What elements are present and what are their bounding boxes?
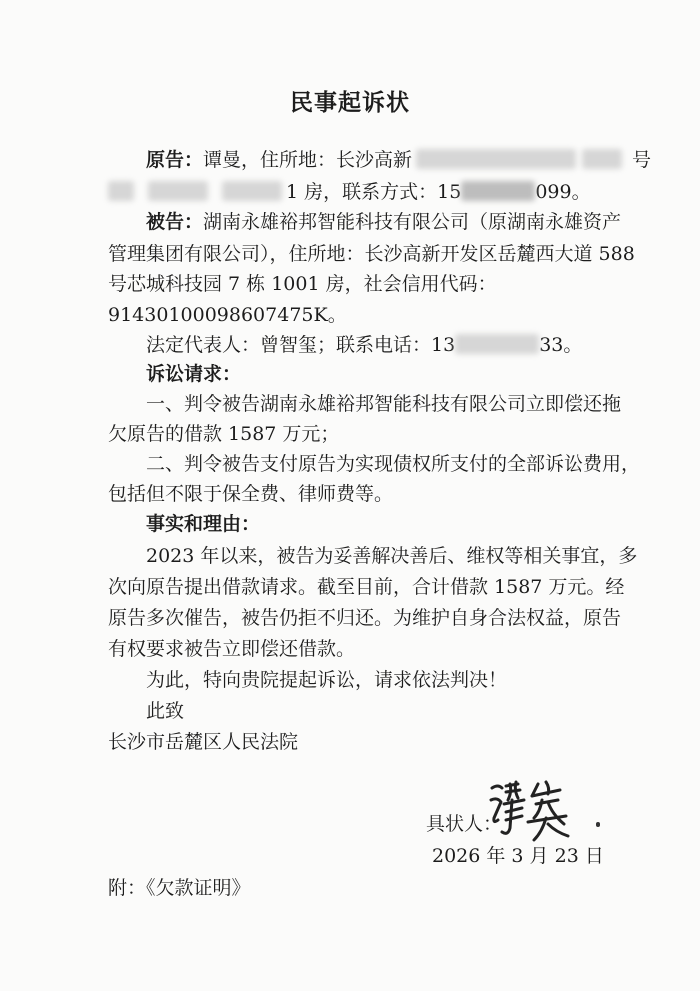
facts-heading: 事实和理由：	[146, 513, 261, 535]
signing-date: 2026 年 3 月 23 日	[432, 845, 604, 867]
plaintiff-phone-tail: 099。	[535, 181, 591, 203]
plaintiff-line-2	[108, 180, 591, 204]
defendant-line-1	[146, 210, 621, 234]
redacted-phone-block	[461, 181, 535, 201]
claim-1-line-2: 欠原告的借款 1587 万元；	[108, 423, 340, 445]
signer-label: 具状人：	[426, 813, 503, 835]
plaintiff-line-1	[146, 148, 651, 172]
redacted-rep-phone	[455, 334, 539, 354]
redacted-address-block	[416, 149, 576, 169]
defendant-line-2: 管理集团有限公司），住所地：长沙高新开发区岳麓西大道 588	[108, 243, 635, 265]
court-name: 长沙市岳麓区人民法院	[108, 731, 299, 753]
redacted-address-block-2	[582, 149, 622, 169]
facts-line-1: 2023 年以来，被告为妥善解决善后、维权等相关事宜，多	[146, 545, 638, 567]
facts-line-2: 次向原告提出借款请求。截至目前，合计借款 1587 万元。经	[108, 576, 625, 598]
attachment-line: 附：《欠款证明》	[108, 877, 251, 899]
handwritten-signature	[488, 778, 580, 844]
claim-2-line-1: 二、判令被告支付原告为实现债权所支付的全部诉讼费用，	[146, 453, 641, 475]
redacted-address-block-5	[222, 181, 282, 201]
plaintiff-label: 原告：	[146, 149, 204, 171]
respectfully-submitted: 此致	[146, 700, 185, 722]
legal-representative-text: 法定代表人：曾智玺；联系电话：13	[146, 334, 456, 356]
claim-2-line-2: 包括但不限于保全费、律师费等。	[108, 483, 394, 505]
legal-representative-line	[146, 333, 582, 357]
document-title: 民事起诉状	[290, 90, 410, 116]
redacted-address-block-3	[108, 181, 134, 201]
legal-representative-phone-tail: 33。	[539, 334, 583, 356]
plaintiff-address-tail: 号	[632, 149, 652, 171]
ink-dot	[596, 822, 600, 827]
plaintiff-room-contact: 1 房，联系方式：15	[286, 181, 462, 203]
defendant-line-3: 号芯城科技园 7 栋 1001 房，社会信用代码：	[108, 273, 497, 295]
defendant-credit-code: 91430100098607475K。	[108, 304, 347, 326]
facts-line-5: 为此，特向贵院提起诉讼，请求依法判决！	[146, 669, 508, 691]
defendant-name: 湖南永雄裕邦智能科技有限公司（原湖南永雄资产	[203, 211, 622, 233]
plaintiff-name-address: 谭曼，住所地：长沙高新	[203, 149, 413, 171]
defendant-label: 被告：	[146, 211, 204, 233]
facts-line-3: 原告多次催告，被告仍拒不归还。为维护自身合法权益，原告	[108, 607, 622, 629]
facts-line-4: 有权要求被告立即偿还借款。	[108, 638, 356, 660]
claim-1-line-1: 一、判令被告湖南永雄裕邦智能科技有限公司立即偿还拖	[146, 393, 622, 415]
redacted-address-block-4	[148, 181, 208, 201]
claims-heading: 诉讼请求：	[146, 363, 242, 385]
